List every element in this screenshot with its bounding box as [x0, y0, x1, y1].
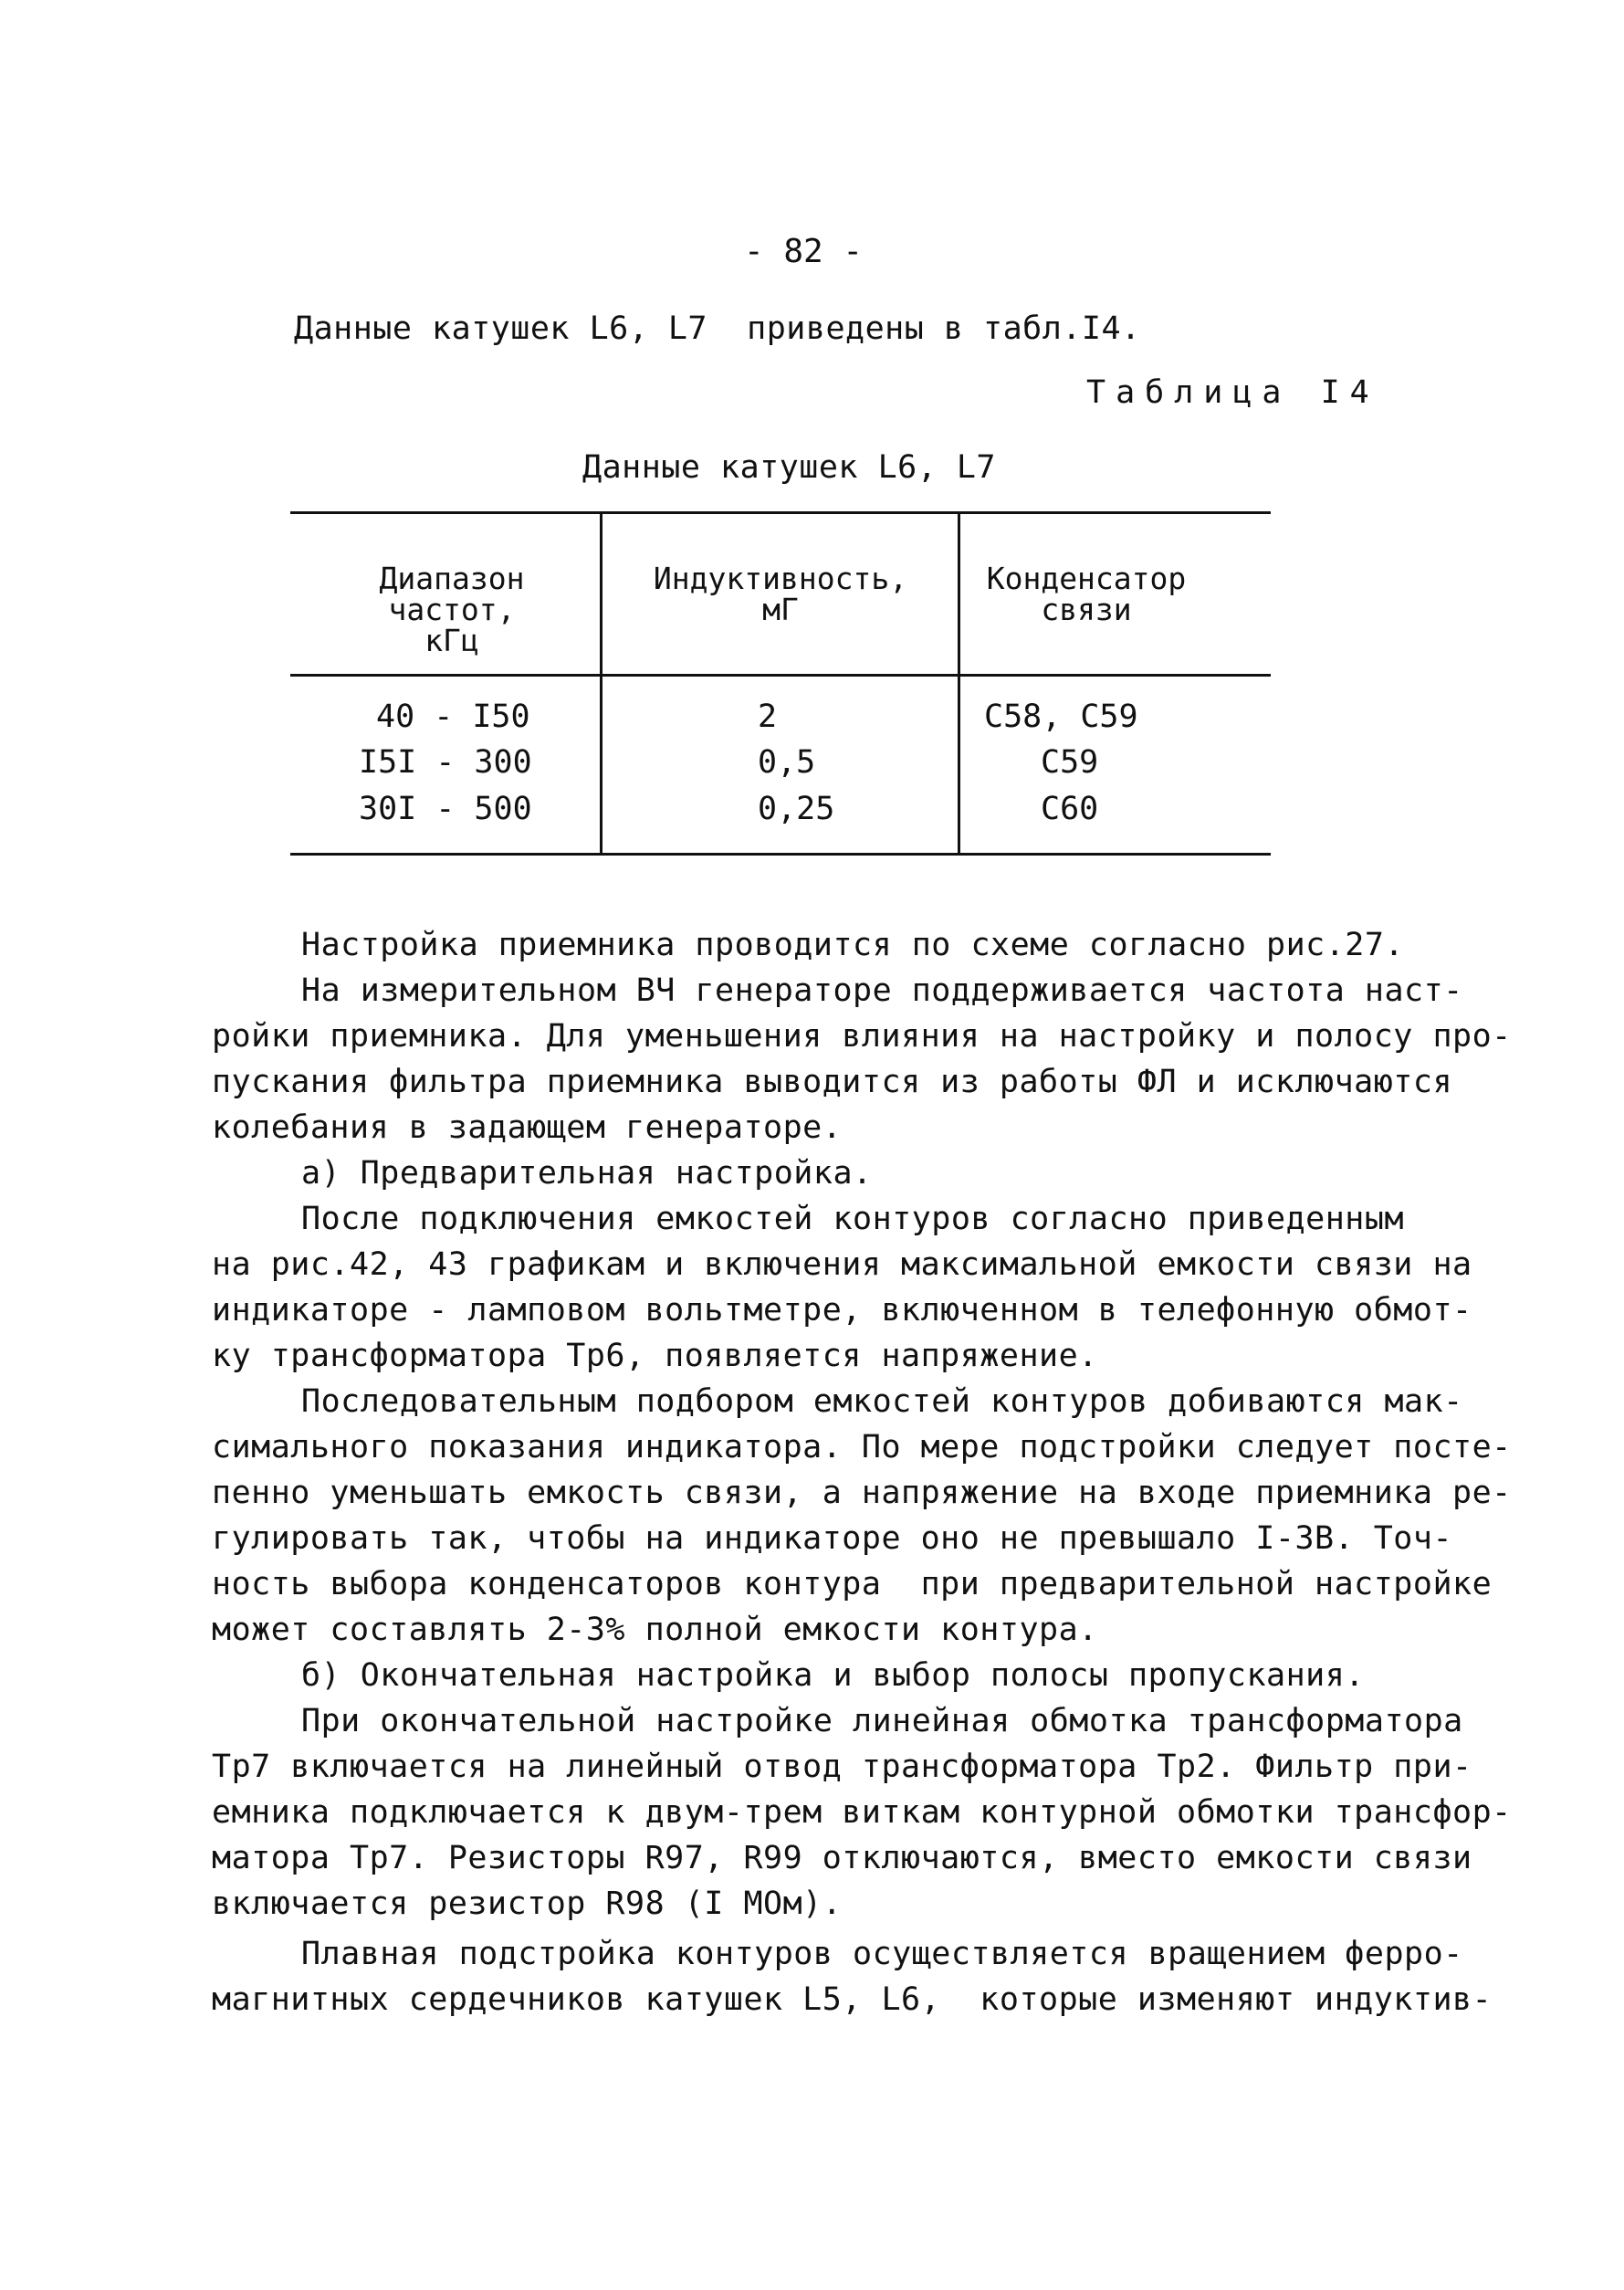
header-frequency-range: Диапазон частот, кГц — [379, 561, 525, 658]
text-line: магнитных сердечников катушек L5, L6, которые изменяют индуктив- — [212, 1981, 1493, 2018]
text-line: Настройка приемника проводится по схеме согласно рис.27. — [301, 927, 1405, 963]
page-number: - 82 - — [744, 233, 864, 270]
header-inductance: Индуктивность, мГ — [653, 561, 908, 627]
text-line: Тр7 включается на линейный отвод трансформатора Тр2. Фильтр при- — [212, 1749, 1472, 1785]
table-cell: C60 — [1041, 791, 1099, 827]
table-cell: 0,5 — [758, 744, 816, 781]
table-cell: 40 - I50 — [376, 699, 530, 735]
table-cell: C58, C59 — [984, 699, 1138, 735]
text-line: емника подключается к двум-трем виткам контурной обмотки трансфор- — [212, 1794, 1512, 1831]
text-line: гулировать так, чтобы на индикаторе оно не превышало I-3В. Точ- — [212, 1520, 1453, 1557]
text-line: матора Тр7. Резисторы R97, R99 отключаются, вместо емкости связи — [212, 1840, 1472, 1876]
text-line: ку трансформатора Тр6, появляется напряжение. — [212, 1338, 1098, 1374]
text-line: на рис.42, 43 графикам и включения максимальной емкости связи на — [212, 1246, 1472, 1283]
table-bottom-rule — [290, 853, 1271, 856]
table-top-rule — [290, 511, 1271, 514]
text-line: колебания в задающем генераторе. — [212, 1109, 843, 1146]
text-line: После подключения емкостей контуров согласно приведенным — [301, 1201, 1405, 1237]
text-line: включается резистор R98 (I МОм). — [212, 1886, 843, 1922]
table-header-rule — [290, 674, 1271, 677]
table-cell: 2 — [758, 699, 778, 735]
text-line: б) Окончательная настройка и выбор полосы пропускания. — [301, 1657, 1365, 1694]
text-line: На измерительном ВЧ генераторе поддерживается частота наст- — [301, 972, 1463, 1009]
table-cell: I5I - 300 — [359, 744, 532, 781]
table-cell: C59 — [1041, 744, 1099, 781]
table-col-divider-2 — [958, 513, 960, 855]
table-cell: 0,25 — [758, 791, 835, 827]
text-line: а) Предварительная настройка. — [301, 1155, 873, 1192]
text-line: При окончательной настройке линейная обмотка трансформатора — [301, 1703, 1463, 1739]
text-line: индикаторе - ламповом вольтметре, включенном в телефонную обмот- — [212, 1292, 1472, 1329]
text-line: может составлять 2-3% полной емкости контура. — [212, 1612, 1098, 1648]
text-line: пенно уменьшать емкость связи, а напряжение на входе приемника ре- — [212, 1475, 1512, 1511]
text-line: Последовательным подбором емкостей контуров добиваются мак- — [301, 1383, 1463, 1420]
text-line: симального показания индикатора. По мере подстройки следует посте- — [212, 1429, 1512, 1465]
text-line: ность выбора конденсаторов контура при предварительной настройке — [212, 1566, 1493, 1602]
text-line: ройки приемника. Для уменьшения влияния на настройку и полосу про- — [212, 1018, 1512, 1055]
table-col-divider-1 — [600, 513, 602, 855]
table-cell: 30I - 500 — [359, 791, 532, 827]
text-line: пускания фильтра приемника выводится из работы ФЛ и исключаются — [212, 1064, 1453, 1100]
table-title: Данные катушек L6, L7 — [582, 449, 997, 486]
intro-line: Данные катушек L6, L7 приведены в табл.I4. — [294, 310, 1141, 347]
text-line: Плавная подстройка контуров осуществляется вращением ферро- — [301, 1936, 1463, 1972]
table-label: Таблица I4 — [1086, 374, 1379, 411]
header-coupling-capacitor: Конденсатор связи — [986, 561, 1187, 627]
